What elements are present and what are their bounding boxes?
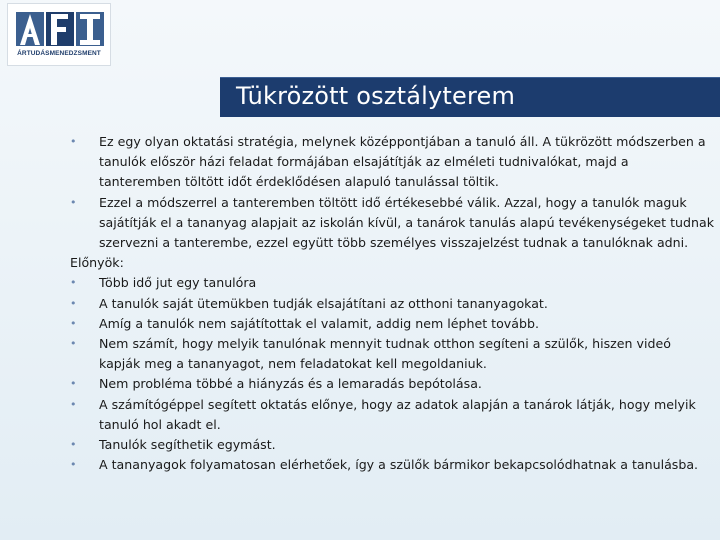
intro-bullet: • Ezzel a módszerrel a tanteremben töltött idő értékesebbé válik. Azzal, hogy a tanulók maguk sajátítják el a tananyag alapjait az iskolán kívül, a tanárok tanulás alapú tevékenységeket tudnak szervezni a tanterembe, ezzel együtt több személyes visszajelzést tudnak a tanulóknak adni. [70,193,714,254]
benefit-item: • Amíg a tanulók nem sajátítottak el valamit, addig nem léphet tovább. [70,314,714,334]
benefit-item: • Nem számít, hogy melyik tanulónak mennyit tudnak otthon segíteni a szülők, hiszen videó kapják meg a tananyagot, nem feladatokat kell megoldaniuk. [70,334,714,374]
logo-subtitle: ÁRTUDÁSMENEDZSMENT [17,50,101,57]
slide-title: Tükrözött osztályterem [236,82,516,110]
benefit-item: • A számítógéppel segített oktatás előnye, hogy az adatok alapján a tanárok látják, hogy melyik tanuló hol akadt el. [70,395,714,435]
slide-content [70,132,714,475]
benefit-item: • Tanulók segíthetik egymást. [70,435,714,455]
benefits-heading: Előnyök: [70,255,124,271]
benefit-item: • Nem probléma többé a hiányzás és a lemaradás bepótolása. [70,374,714,394]
logo-mark-icon [16,12,104,46]
afi-logo [7,3,111,66]
benefit-item: • Több idő jut egy tanulóra [70,273,714,293]
title-bar [220,77,720,117]
benefit-item: • A tanulók saját ütemükben tudják elsajátítani az otthoni tananyagokat. [70,294,714,314]
benefit-item: • A tananyagok folyamatosan elérhetőek, így a szülők bármikor bekapcsolódhatnak a tanulásba. [70,455,714,475]
intro-bullet: • Ez egy olyan oktatási stratégia, melynek középpontjában a tanuló áll. A tükrözött módszerben a tanulók először házi feladat formájában elsajátítják az elméleti tudnivalókat, majd a tanteremben töltött időt érdeklődésen alapuló tanulással töltik. [70,132,714,193]
